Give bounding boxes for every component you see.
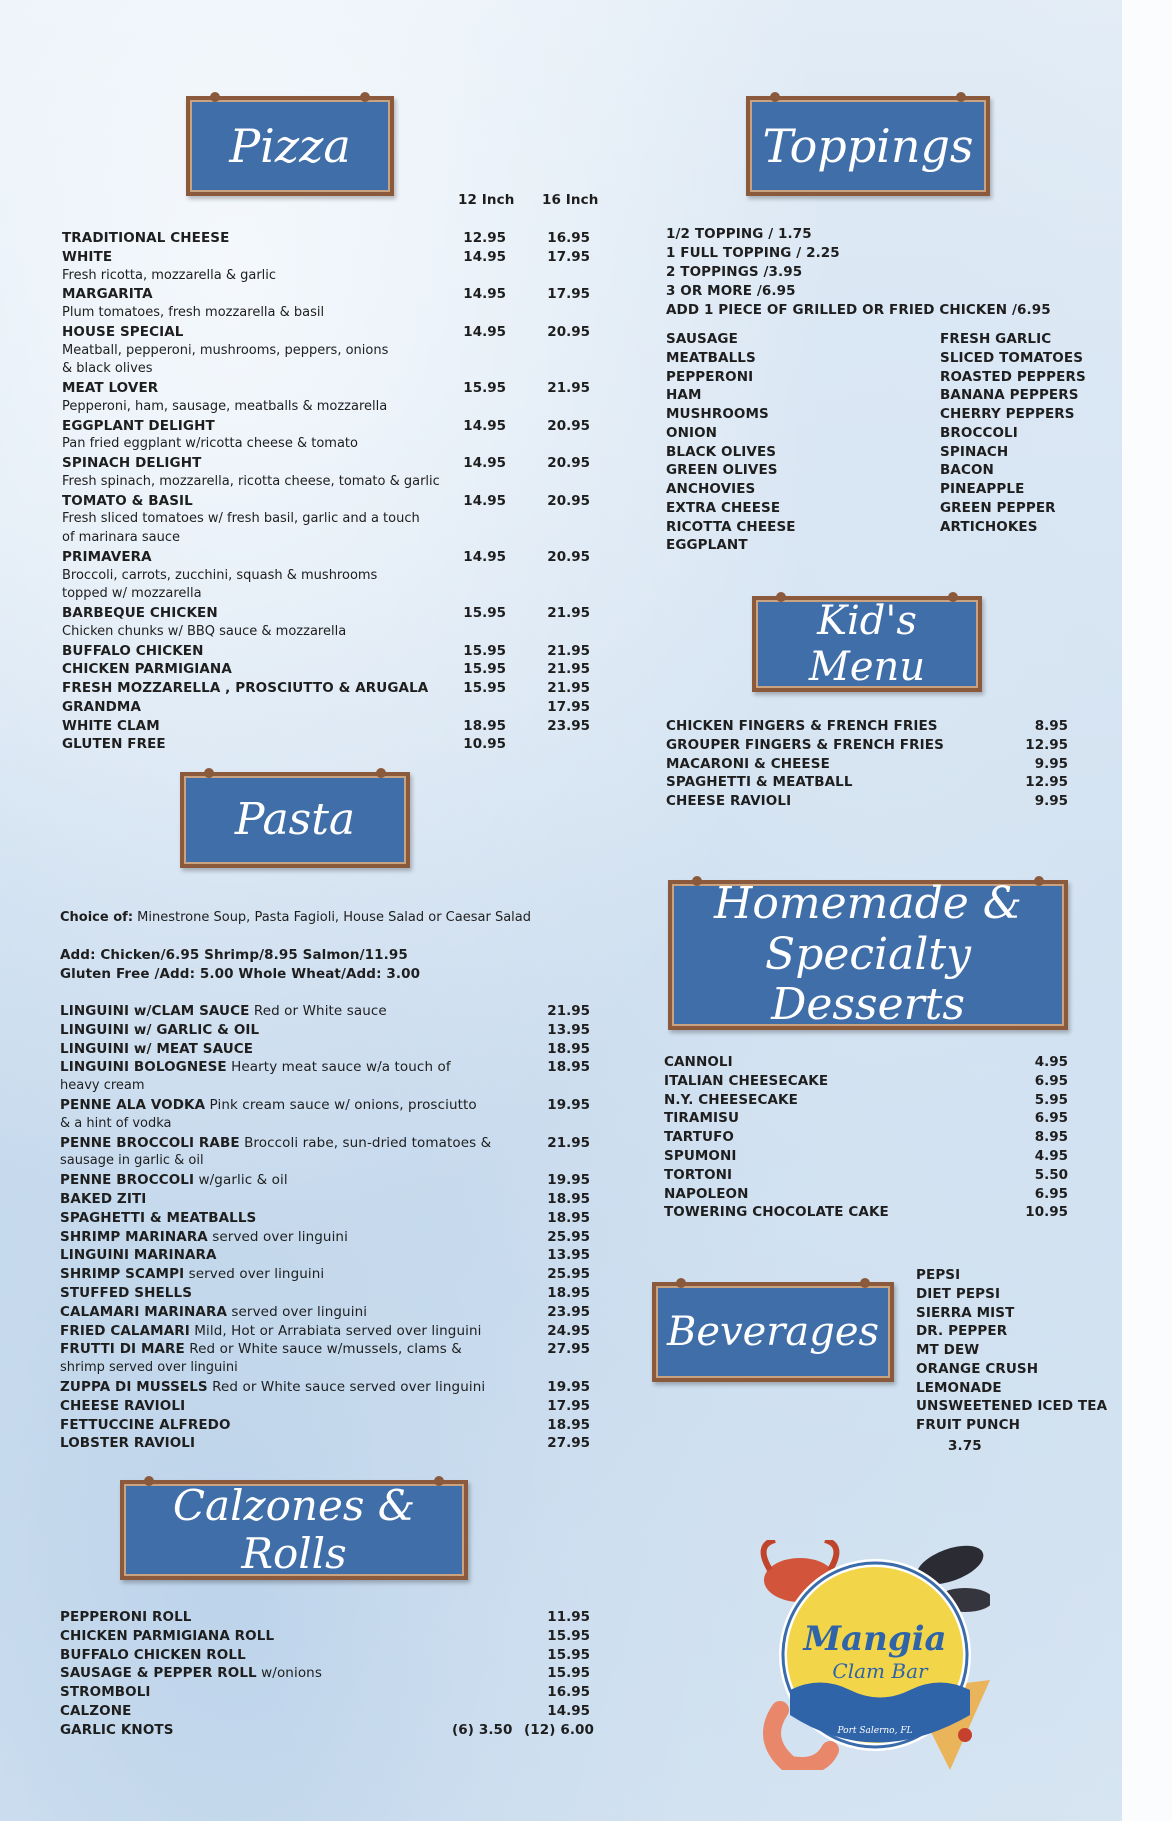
topping-item: FRESH GARLIC — [940, 331, 1052, 347]
topping-item: EGGPLANT — [666, 537, 748, 554]
mangia-logo — [760, 1540, 990, 1770]
pasta-item-price: 19.95 — [547, 1379, 590, 1395]
pasta-item-name — [60, 1323, 481, 1339]
pizza-item-name: MEAT LOVER — [62, 380, 159, 396]
beverage-item: LEMONADE — [916, 1379, 1002, 1396]
calzone-item-price: 15.95 — [547, 1665, 590, 1682]
pasta-item-note: Pink cream sauce w/ onions, prosciutto — [205, 1097, 477, 1113]
pizza-price-12: 14.95 — [463, 286, 506, 303]
calzone-item-title: STROMBOLI — [60, 1684, 151, 1701]
desserts-title-line1: Homemade & — [714, 878, 1022, 930]
desserts-sign — [668, 880, 1068, 1030]
calzone-item-price: 15.95 — [547, 1627, 590, 1644]
logo-location: Port Salerno, FL — [837, 1726, 913, 1736]
pasta-item-note: w/garlic & oil — [194, 1172, 288, 1189]
pizza-price-16: 21.95 — [547, 380, 590, 396]
kids-item-price: 12.95 — [1025, 774, 1068, 791]
pizza-price-16: 21.95 — [547, 605, 590, 621]
pasta-item-title: LINGUINI w/CLAM SAUCE — [60, 1003, 250, 1019]
topping-item: BANANA PEPPERS — [940, 387, 1079, 404]
pasta-item-price: 21.95 — [547, 1003, 590, 1019]
pizza-item-description: Fresh sliced tomatoes w/ fresh basil, garlic and a touch — [62, 511, 420, 527]
topping-item: BROCCOLI — [940, 424, 1018, 441]
calzone-item-title: BUFFALO CHICKEN ROLL — [60, 1646, 246, 1663]
pasta-item-name — [60, 1210, 256, 1226]
pizza-item-description: Plum tomatoes, fresh mozzarella & basil — [62, 305, 325, 320]
pasta-sign — [180, 772, 410, 868]
pasta-item-note: Red or White sauce — [249, 1003, 387, 1019]
pizza-item-name: TRADITIONAL CHEESE — [62, 230, 230, 246]
topping-item: ARTICHOKES — [940, 518, 1038, 535]
topping-item: PINEAPPLE — [940, 481, 1025, 497]
pizza-item-name: MARGARITA — [62, 286, 153, 303]
garlic-knots-price-6: (6) 3.50 — [452, 1722, 513, 1738]
pasta-item-price: 27.95 — [547, 1341, 590, 1358]
beverage-item: UNSWEETENED ICED TEA — [916, 1398, 1108, 1415]
beverages-title: Beverages — [666, 1309, 880, 1355]
dessert-item-price: 6.95 — [1034, 1185, 1068, 1202]
kids-item-price: 8.95 — [1034, 718, 1068, 734]
pasta-item-title: LINGUINI w/ MEAT SAUCE — [60, 1040, 254, 1057]
desserts-title-line2: Specialty Desserts — [765, 928, 971, 1031]
topping-price-line: 2 TOPPINGS /3.95 — [666, 264, 803, 280]
calzone-item-price: 11.95 — [547, 1609, 590, 1625]
topping-price-line: 3 OR MORE /6.95 — [666, 283, 796, 299]
pasta-item-name — [60, 1304, 367, 1320]
calzone-item-name — [60, 1647, 246, 1663]
pizza-item-name: BARBEQUE CHICKEN — [62, 605, 218, 621]
pizza-price-16: 21.95 — [547, 680, 590, 696]
pasta-item-price: 13.95 — [547, 1021, 590, 1038]
topping-item: HAM — [666, 387, 702, 404]
dessert-item-name: SPUMONI — [664, 1148, 737, 1164]
calzone-item-name — [60, 1665, 322, 1681]
pizza-price-16: 20.95 — [547, 548, 590, 565]
pasta-item-title: PENNE BROCCOLI RABE — [60, 1134, 240, 1151]
pasta-item-name — [60, 1247, 217, 1263]
pasta-item-title: STUFFED SHELLS — [60, 1285, 193, 1301]
dessert-item-price: 6.95 — [1034, 1072, 1068, 1089]
dessert-item-name: ITALIAN CHEESECAKE — [664, 1072, 829, 1089]
dessert-item-name: TIRAMISU — [664, 1110, 740, 1127]
kids-item-name: CHICKEN FINGERS & FRENCH FRIES — [666, 718, 938, 734]
pizza-col-16: 16 Inch — [542, 192, 599, 208]
pasta-item-title: LINGUINI BOLOGNESE — [60, 1059, 227, 1076]
pizza-price-16: 23.95 — [547, 717, 590, 734]
topping-item: SLICED TOMATOES — [940, 349, 1084, 366]
pasta-item-title: SHRIMP SCAMPI — [60, 1266, 185, 1283]
pizza-col-12: 12 Inch — [458, 192, 515, 208]
pasta-item-name — [60, 1172, 288, 1188]
pasta-item-name — [60, 1229, 348, 1245]
pizza-price-12: 12.95 — [463, 230, 506, 246]
pizza-price-12: 14.95 — [463, 492, 506, 509]
pasta-item-note: served over linguini — [227, 1303, 368, 1320]
calzone-item-price: 14.95 — [547, 1703, 590, 1719]
pizza-price-12: 18.95 — [463, 717, 506, 734]
pasta-item-note: Broccoli rabe, sun-dried tomatoes & — [239, 1134, 492, 1151]
pasta-item-name — [60, 1285, 192, 1301]
logo-line1: Mangia — [803, 1619, 947, 1659]
kids-title: Kid's Menu — [808, 598, 926, 690]
pizza-price-16: 20.95 — [547, 492, 590, 509]
pasta-item-price: 18.95 — [547, 1040, 590, 1057]
dessert-item-name: TORTONI — [664, 1166, 733, 1183]
pasta-item-name — [60, 1135, 491, 1151]
garlic-knots-price-12: (12) 6.00 — [524, 1722, 595, 1738]
pasta-item-price: 18.95 — [547, 1059, 590, 1076]
pasta-item-price: 18.95 — [547, 1285, 590, 1301]
toppings-title: Toppings — [762, 118, 974, 173]
pasta-item-name — [60, 1417, 231, 1433]
pasta-item-price: 25.95 — [547, 1266, 590, 1283]
calzone-item-name — [60, 1684, 151, 1700]
beverage-item: PEPSI — [916, 1267, 961, 1283]
topping-price-line: 1 FULL TOPPING / 2.25 — [666, 245, 840, 261]
pasta-item-name — [60, 1398, 185, 1414]
pizza-item-description: Pan fried eggplant w/ricotta cheese & tomato — [62, 436, 358, 452]
pasta-item-note: Mild, Hot or Arrabiata served over linguini — [189, 1322, 482, 1339]
pizza-price-16: 16.95 — [547, 230, 590, 246]
pasta-item-name — [60, 1097, 477, 1113]
calzone-item-note: w/onions — [256, 1665, 322, 1682]
pasta-item-note: served over linguini — [207, 1228, 348, 1245]
pasta-item-price: 18.95 — [547, 1191, 590, 1207]
topping-item: BLACK OLIVES — [666, 443, 777, 460]
beverage-item: SIERRA MIST — [916, 1304, 1015, 1321]
pasta-item-price: 19.95 — [547, 1172, 590, 1189]
topping-item: EXTRA CHEESE — [666, 499, 781, 516]
calzone-item-name — [60, 1628, 274, 1644]
pasta-item-price: 24.95 — [547, 1322, 590, 1339]
topping-item: ANCHOVIES — [666, 481, 756, 497]
pasta-item-title: BAKED ZITI — [60, 1191, 147, 1207]
pasta-item-description: & a hint of vodka — [60, 1115, 172, 1131]
pasta-item-title: FETTUCCINE ALFREDO — [60, 1416, 231, 1433]
topping-item: SAUSAGE — [666, 331, 738, 347]
pasta-item-name — [60, 1341, 462, 1357]
pizza-item-description: Fresh ricotta, mozzarella & garlic — [62, 267, 277, 283]
pasta-choice-label: Choice of: — [60, 910, 134, 925]
kids-item-name: CHEESE RAVIOLI — [666, 793, 792, 810]
pasta-choice-text: Minestrone Soup, Pasta Fagioli, House Salad or Caesar Salad — [137, 910, 531, 925]
topping-item: ONION — [666, 424, 718, 441]
pizza-item-name: GLUTEN FREE — [62, 736, 166, 753]
beverage-item: DR. PEPPER — [916, 1323, 1008, 1340]
pizza-price-16: 21.95 — [547, 661, 590, 678]
kids-item-price: 12.95 — [1025, 736, 1068, 753]
pizza-item-name: SPINACH DELIGHT — [62, 455, 202, 471]
pasta-title: Pasta — [234, 793, 356, 845]
dessert-item-name: CANNOLI — [664, 1054, 733, 1070]
beverage-item: DIET PEPSI — [916, 1285, 1001, 1302]
pasta-item-price: 21.95 — [547, 1134, 590, 1151]
beverage-item: ORANGE CRUSH — [916, 1360, 1039, 1377]
topping-item: RICOTTA CHEESE — [666, 518, 796, 535]
pasta-item-note: Hearty meat sauce w/a touch of — [226, 1059, 451, 1076]
beverages-price: 3.75 — [948, 1438, 982, 1454]
topping-item: MEATBALLS — [666, 349, 756, 366]
pizza-item-name: WHITE — [62, 248, 113, 265]
pizza-price-16: 21.95 — [547, 642, 590, 659]
dessert-item-price: 10.95 — [1025, 1204, 1068, 1221]
calzones-title: Calzones & Rolls — [172, 1480, 416, 1578]
pasta-item-name — [60, 1379, 485, 1395]
pasta-item-price: 19.95 — [547, 1097, 590, 1113]
beverage-item: FRUIT PUNCH — [916, 1417, 1020, 1433]
pasta-choice-line — [60, 910, 531, 925]
pizza-price-16: 17.95 — [547, 286, 590, 303]
pasta-item-title: LINGUINI MARINARA — [60, 1247, 217, 1264]
pizza-item-description: Chicken chunks w/ BBQ sauce & mozzarella — [62, 623, 347, 639]
pizza-price-12: 15.95 — [463, 380, 506, 396]
topping-item: GREEN PEPPER — [940, 499, 1056, 516]
pasta-item-title: PENNE BROCCOLI — [60, 1172, 195, 1189]
pizza-item-description: Fresh spinach, mozzarella, ricotta cheese, tomato & garlic — [62, 473, 440, 489]
pasta-item-description: shrimp served over linguini — [60, 1360, 238, 1376]
calzones-sign — [120, 1480, 468, 1580]
pasta-item-note: Red or White sauce served over linguini — [207, 1379, 486, 1395]
topping-item: MUSHROOMS — [666, 406, 769, 422]
pasta-item-price: 17.95 — [547, 1397, 590, 1414]
kids-item-name: MACARONI & CHEESE — [666, 755, 830, 772]
pizza-price-12: 14.95 — [463, 417, 506, 434]
garlic-knots-name: GARLIC KNOTS — [60, 1722, 174, 1738]
pizza-item-description: & black olives — [62, 361, 153, 377]
logo-line2: Clam Bar — [832, 1659, 928, 1683]
pizza-price-12: 15.95 — [463, 605, 506, 621]
pasta-item-note: Red or White sauce w/mussels, clams & — [184, 1341, 462, 1358]
pasta-item-title: FRUTTI DI MARE — [60, 1341, 185, 1358]
dessert-item-name: NAPOLEON — [664, 1185, 749, 1202]
pizza-item-name: FRESH MOZZARELLA , PROSCIUTTO & ARUGALA — [62, 680, 429, 696]
pasta-add-line1: Add: Chicken/6.95 Shrimp/8.95 Salmon/11.95 — [60, 947, 408, 963]
pasta-item-name — [60, 1266, 324, 1282]
pasta-item-title: CHEESE RAVIOLI — [60, 1397, 186, 1414]
pasta-item-title: SPAGHETTI & MEATBALLS — [60, 1209, 257, 1226]
right-edge-strip — [1122, 0, 1172, 1821]
pasta-item-price: 18.95 — [547, 1209, 590, 1226]
pizza-item-description: Pepperoni, ham, sausage, meatballs & mozzarella — [62, 398, 388, 414]
pizza-item-name: EGGPLANT DELIGHT — [62, 417, 215, 434]
pizza-price-12: 15.95 — [463, 642, 506, 659]
pasta-item-price: 27.95 — [547, 1435, 590, 1452]
topping-item: GREEN OLIVES — [666, 462, 778, 479]
topping-item: SPINACH — [940, 443, 1009, 460]
pizza-price-16: 17.95 — [547, 248, 590, 265]
pasta-item-title: LINGUINI w/ GARLIC & OIL — [60, 1021, 260, 1038]
beverages-sign — [652, 1282, 894, 1382]
calzone-item-price: 16.95 — [547, 1684, 590, 1701]
dessert-item-price: 4.95 — [1034, 1054, 1068, 1070]
kids-item-price: 9.95 — [1034, 755, 1068, 772]
calzone-item-price: 15.95 — [547, 1646, 590, 1663]
pasta-item-description: heavy cream — [60, 1078, 145, 1094]
kids-item-name: GROUPER FINGERS & FRENCH FRIES — [666, 736, 944, 753]
topping-item: PEPPERONI — [666, 368, 754, 385]
dessert-item-name: TOWERING CHOCOLATE CAKE — [664, 1204, 889, 1221]
calzone-item-name — [60, 1609, 192, 1625]
dessert-item-price: 6.95 — [1034, 1110, 1068, 1127]
pizza-item-description: Meatball, pepperoni, mushrooms, peppers, onions — [62, 342, 389, 358]
pizza-price-16: 17.95 — [547, 698, 590, 715]
dessert-item-name: TARTUFO — [664, 1129, 734, 1146]
pizza-sign — [186, 96, 394, 196]
pizza-price-12: 10.95 — [463, 736, 506, 753]
pizza-item-name: HOUSE SPECIAL — [62, 323, 184, 340]
pizza-price-12: 15.95 — [463, 661, 506, 678]
topping-item: ROASTED PEPPERS — [940, 368, 1086, 385]
pizza-price-16: 20.95 — [547, 417, 590, 434]
dessert-item-price: 5.95 — [1034, 1091, 1068, 1108]
dessert-item-price: 4.95 — [1034, 1148, 1068, 1164]
pasta-item-description: sausage in garlic & oil — [60, 1153, 204, 1169]
pizza-price-16: 20.95 — [547, 455, 590, 471]
pizza-price-16: 20.95 — [547, 323, 590, 340]
calzone-item-title: SAUSAGE & PEPPER ROLL — [60, 1665, 257, 1682]
pizza-item-description: Broccoli, carrots, zucchini, squash & mushrooms — [62, 567, 378, 583]
pasta-item-name — [60, 1003, 387, 1019]
calzone-item-title: CHICKEN PARMIGIANA ROLL — [60, 1627, 275, 1644]
pasta-item-name — [60, 1435, 195, 1451]
calzone-item-title: CALZONE — [60, 1703, 132, 1719]
pasta-add-line2: Gluten Free /Add: 5.00 Whole Wheat/Add: 3.00 — [60, 966, 421, 982]
dessert-item-price: 5.50 — [1034, 1166, 1068, 1183]
topping-price-line: 1/2 TOPPING / 1.75 — [666, 226, 812, 242]
pizza-title: Pizza — [229, 118, 351, 173]
pasta-item-title: FRIED CALAMARI — [60, 1322, 190, 1339]
pasta-item-title: SHRIMP MARINARA — [60, 1228, 208, 1245]
toppings-sign — [746, 96, 990, 196]
pasta-item-note: served over linguini — [184, 1266, 325, 1283]
pizza-item-name: PRIMAVERA — [62, 548, 152, 565]
pasta-item-name — [60, 1191, 146, 1207]
pizza-item-name: TOMATO & BASIL — [62, 492, 193, 509]
pasta-item-name — [60, 1022, 259, 1038]
pizza-price-12: 14.95 — [463, 548, 506, 565]
pizza-item-name: BUFFALO CHICKEN — [62, 642, 204, 659]
pizza-price-12: 15.95 — [463, 680, 506, 696]
pasta-item-price: 13.95 — [547, 1247, 590, 1264]
kids-item-price: 9.95 — [1034, 793, 1068, 810]
pasta-item-price: 18.95 — [547, 1416, 590, 1433]
pasta-item-title: ZUPPA DI MUSSELS — [60, 1379, 208, 1395]
pizza-item-name: WHITE CLAM — [62, 717, 160, 734]
dessert-item-name: N.Y. CHEESECAKE — [664, 1091, 798, 1108]
pasta-item-price: 25.95 — [547, 1228, 590, 1245]
kids-item-name: SPAGHETTI & MEATBALL — [666, 774, 853, 791]
pizza-price-12: 14.95 — [463, 248, 506, 265]
pasta-item-title: CALAMARI MARINARA — [60, 1303, 227, 1320]
pizza-item-description: of marinara sauce — [62, 530, 181, 545]
calzone-item-title: PEPPERONI ROLL — [60, 1609, 192, 1625]
dessert-item-price: 8.95 — [1034, 1129, 1068, 1146]
pizza-price-12: 14.95 — [463, 323, 506, 340]
pasta-item-title: LOBSTER RAVIOLI — [60, 1435, 196, 1452]
pasta-item-price: 23.95 — [547, 1303, 590, 1320]
pasta-item-name — [60, 1059, 451, 1075]
topping-item: BACON — [940, 462, 994, 479]
pasta-item-name — [60, 1041, 253, 1057]
topping-item: CHERRY PEPPERS — [940, 406, 1075, 422]
beverage-item: MT DEW — [916, 1342, 980, 1358]
pizza-item-name: CHICKEN PARMIGIANA — [62, 661, 232, 678]
calzone-item-name — [60, 1703, 131, 1719]
pizza-price-12: 14.95 — [463, 455, 506, 471]
pasta-item-title: PENNE ALA VODKA — [60, 1097, 206, 1113]
pizza-item-description: topped w/ mozzarella — [62, 586, 202, 602]
kids-sign — [752, 596, 982, 692]
pizza-item-name: GRANDMA — [62, 698, 142, 715]
topping-price-line: ADD 1 PIECE OF GRILLED OR FRIED CHICKEN /6.95 — [666, 302, 1051, 318]
